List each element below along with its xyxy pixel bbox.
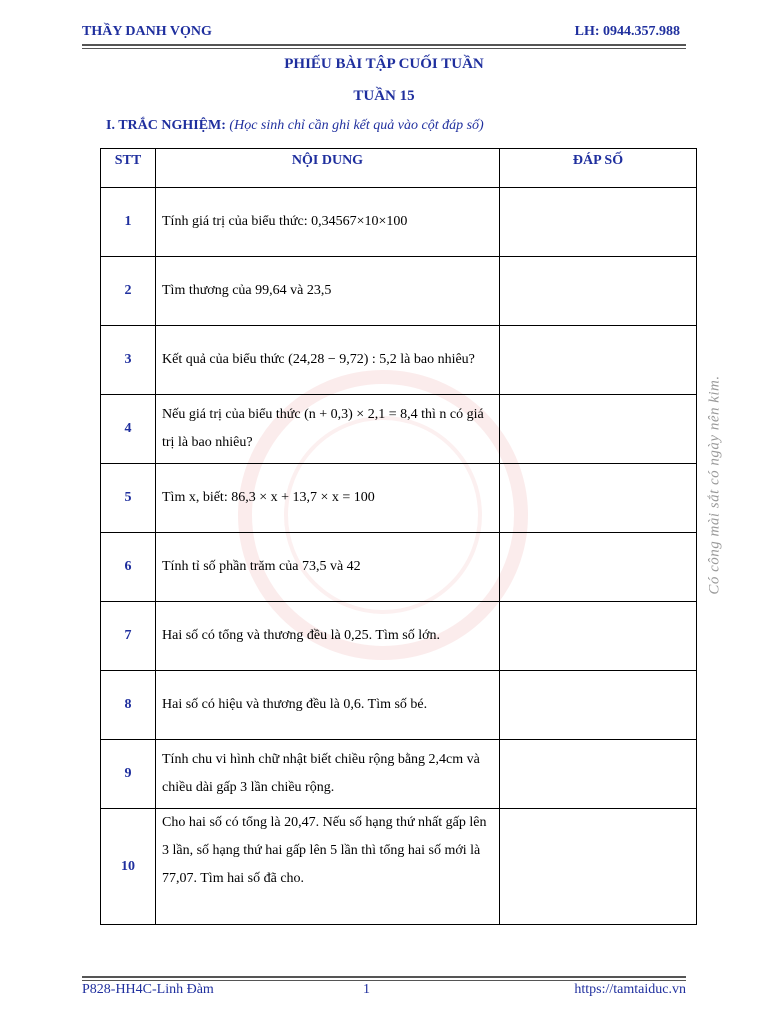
row-content: Tìm thương của 99,64 và 23,5 <box>156 257 500 326</box>
table-row <box>101 464 697 533</box>
header-author: THẦY DANH VỌNG <box>82 24 212 39</box>
table-row <box>101 188 697 257</box>
table-row <box>101 533 697 602</box>
answer-cell[interactable] <box>500 326 697 395</box>
header-contact: LH: 0944.357.988 <box>574 24 680 39</box>
row-number: 2 <box>101 257 156 326</box>
exercise-table <box>100 148 697 925</box>
row-content: Tính tỉ số phần trăm của 73,5 và 42 <box>156 533 500 602</box>
answer-cell[interactable] <box>500 464 697 533</box>
header-stt: STT <box>101 149 156 188</box>
row-content: Tính chu vi hình chữ nhật biết chiều rộng bằng 2,4cm và chiều dài gấp 3 lần chiều rộng. <box>156 740 500 809</box>
page-header <box>82 24 686 44</box>
page-subtitle: TUẦN 15 <box>353 88 415 104</box>
header-answer: ĐÁP SỐ <box>500 149 697 188</box>
header-divider <box>82 44 686 46</box>
footer-address: P828-HH4C-Linh Đàm <box>82 982 214 997</box>
answer-cell[interactable] <box>500 740 697 809</box>
table-header-row <box>101 149 697 188</box>
row-number: 6 <box>101 533 156 602</box>
row-number: 8 <box>101 671 156 740</box>
row-content: Kết quả của biểu thức (24,28 − 9,72) : 5,2 là bao nhiêu? <box>156 326 500 395</box>
page-title: PHIẾU BÀI TẬP CUỐI TUẦN <box>284 56 484 72</box>
answer-cell[interactable] <box>500 188 697 257</box>
row-number: 9 <box>101 740 156 809</box>
answer-cell[interactable] <box>500 533 697 602</box>
row-number: 3 <box>101 326 156 395</box>
table-row <box>101 671 697 740</box>
section-heading <box>106 118 484 134</box>
table-row <box>101 809 697 925</box>
answer-cell[interactable] <box>500 809 697 925</box>
row-number: 5 <box>101 464 156 533</box>
row-number: 10 <box>101 809 156 925</box>
answer-cell[interactable] <box>500 395 697 464</box>
row-content: Hai số có hiệu và thương đều là 0,6. Tìm số bé. <box>156 671 500 740</box>
header-divider-thin <box>82 48 686 49</box>
row-number: 1 <box>101 188 156 257</box>
header-content: NỘI DUNG <box>156 149 500 188</box>
row-content: Cho hai số có tổng là 20,47. Nếu số hạng thứ nhất gấp lên 3 lần, số hạng thứ hai gấp lên 5 lần thì tổng hai số mới là 77,07. Tìm hai số đã cho. <box>156 809 500 925</box>
row-number: 7 <box>101 602 156 671</box>
row-content: Tìm x, biết: 86,3 × x + 13,7 × x = 100 <box>156 464 500 533</box>
side-motto <box>700 330 730 640</box>
table-row <box>101 257 697 326</box>
footer-divider <box>82 976 686 978</box>
table-row <box>101 602 697 671</box>
answer-cell[interactable] <box>500 602 697 671</box>
table-row <box>101 740 697 809</box>
table-row <box>101 395 697 464</box>
row-content: Hai số có tổng và thương đều là 0,25. Tìm số lớn. <box>156 602 500 671</box>
answer-cell[interactable] <box>500 257 697 326</box>
row-content: Nếu giá trị của biểu thức (n + 0,3) × 2,1 = 8,4 thì n có giá trị là bao nhiêu? <box>156 395 500 464</box>
table-row <box>101 326 697 395</box>
page-number: 1 <box>363 982 370 997</box>
row-number: 4 <box>101 395 156 464</box>
side-motto-text: Có công mài sắt có ngày nên kim. <box>706 375 723 595</box>
footer-website[interactable]: https://tamtaiduc.vn <box>574 982 686 997</box>
footer-divider-thin <box>82 980 686 981</box>
section-title: I. TRẮC NGHIỆM: <box>106 118 226 133</box>
section-note: (Học sinh chỉ cần ghi kết quả vào cột đáp số) <box>229 118 484 133</box>
answer-cell[interactable] <box>500 671 697 740</box>
row-content: Tính giá trị của biểu thức: 0,34567×10×100 <box>156 188 500 257</box>
